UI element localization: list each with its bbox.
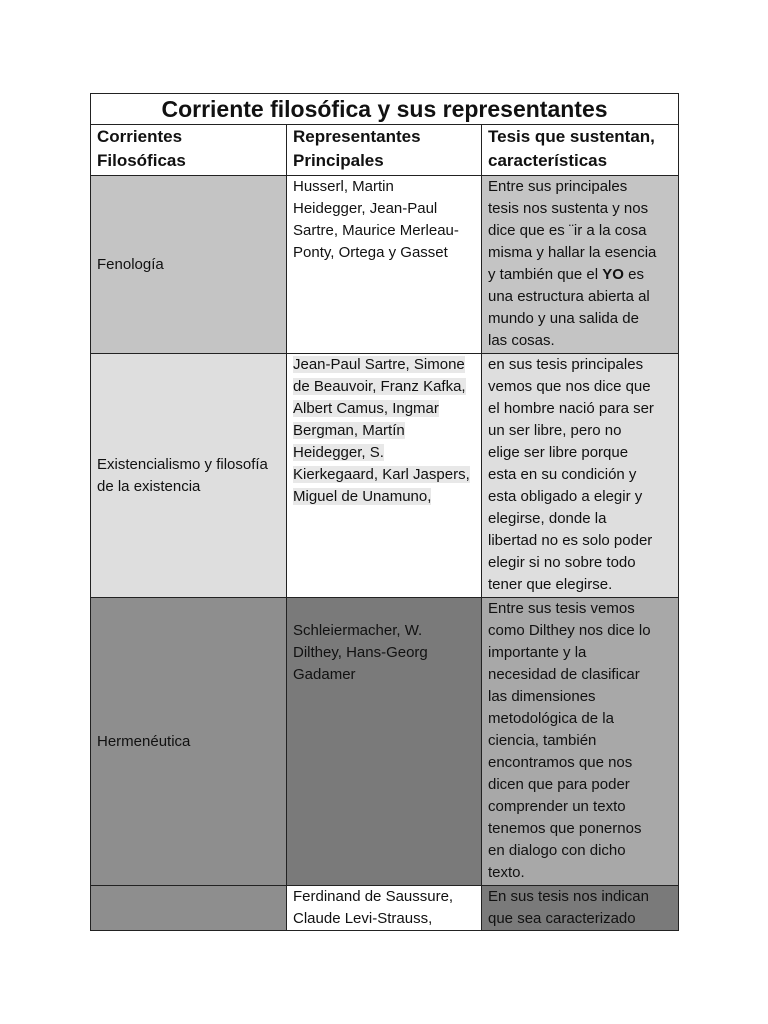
corriente-cell: Existencialismo y filosofía de la existencia [91, 354, 287, 598]
header-corrientes: Corrientes Filosóficas [91, 125, 287, 176]
representantes-cell: Jean-Paul Sartre, Simone de Beauvoir, Franz Kafka, Albert Camus, Ingmar Bergman, Martín Heidegger, S. Kierkegaard, Karl Jaspers, Miguel de Unamuno, [287, 354, 482, 598]
representantes-cell: Ferdinand de Saussure, Claude Levi-Strauss, [287, 886, 482, 931]
representantes-cell: Husserl, Martin Heidegger, Jean-Paul Sartre, Maurice Merleau- Ponty, Ortega y Gasset [287, 176, 482, 354]
representantes-cell: Schleiermacher, W. Dilthey, Hans-Georg Gadamer [287, 598, 482, 886]
corriente-cell: Fenología [91, 176, 287, 354]
philosophy-table [90, 93, 679, 931]
corriente-cell [91, 886, 287, 931]
corriente-cell: Hermenéutica [91, 598, 287, 886]
table-row [91, 598, 679, 886]
table-row [91, 176, 679, 354]
table-row [91, 354, 679, 598]
document-page [90, 93, 678, 931]
tesis-cell: Entre sus principales tesis nos sustenta y nos dice que es ¨ir a la cosa misma y hallar la esencia y también que el YO es una estructura abierta al mundo y una salida de las cosas. [482, 176, 679, 354]
table-title: Corriente filosófica y sus representantes [91, 94, 679, 125]
tesis-cell: En sus tesis nos indican que sea caracterizado [482, 886, 679, 931]
header-representantes: Representantes Principales [287, 125, 482, 176]
tesis-cell: Entre sus tesis vemos como Dilthey nos dice lo importante y la necesidad de clasificar las dimensiones metodológica de la ciencia, también encontramos que nos dicen que para poder comprender un texto tenemos que ponernos en dialogo con dicho texto. [482, 598, 679, 886]
header-tesis: Tesis que sustentan, características [482, 125, 679, 176]
yo-bold-text: YO [602, 266, 624, 283]
header-row [91, 125, 679, 176]
tesis-cell: en sus tesis principales vemos que nos dice que el hombre nació para ser un ser libre, pero no elige ser libre porque esta en su condición y esta obligado a elegir y elegirse, donde la libertad no es solo poder elegir si no sobre todo tener que elegirse. [482, 354, 679, 598]
title-row [91, 94, 679, 125]
table-row [91, 886, 679, 931]
